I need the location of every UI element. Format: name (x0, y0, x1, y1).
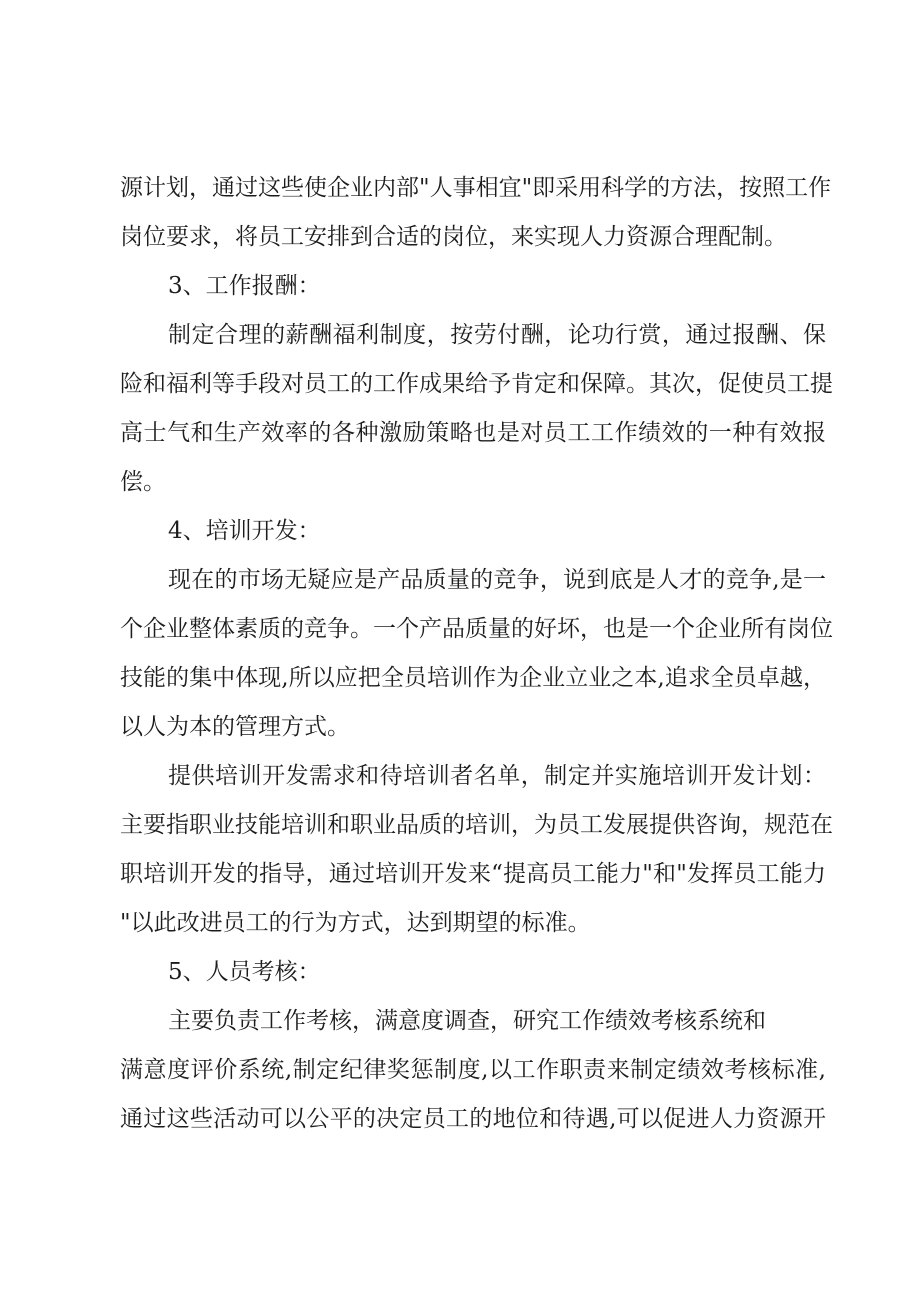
paragraph-line: 源计划，通过这些使企业内部"人事相宜"即采用科学的方法，按照工作 (120, 175, 832, 201)
paragraph-line: 通过这些活动可以公平的决定员工的地位和待遇,可以促进人力资源开 (120, 1106, 826, 1132)
paragraph-line: 现在的市场无疑应是产品质量的竞争，说到底是人才的竞争,是一 (168, 567, 826, 593)
paragraph-line: 主要负责工作考核，满意度调查，研究工作绩效考核系统和 (168, 1008, 766, 1034)
paragraph-line: 职培训开发的指导，通过培训开发来“提高员工能力"和"发挥员工能力 (120, 861, 826, 887)
section-heading: 4、培训开发： (168, 518, 321, 544)
section-heading: 3、工作报酬： (168, 273, 321, 299)
paragraph-line: 个企业整体素质的竞争。一个产品质量的好坏，也是一个企业所有岗位 (120, 616, 833, 642)
paragraph-line: 偿。 (120, 469, 166, 495)
paragraph-line: 岗位要求，将员工安排到合适的岗位，来实现人力资源合理配制。 (120, 224, 787, 250)
paragraph-line: 主要指职业技能培训和职业品质的培训，为员工发展提供咨询，规范在 (120, 812, 833, 838)
paragraph-line: 以人为本的管理方式。 (120, 714, 350, 740)
paragraph-line: 高士气和生产效率的各种激励策略也是对员工工作绩效的一种有效报 (120, 420, 826, 446)
paragraph-line: 制定合理的薪酬福利制度，按劳付酬，论功行赏，通过报酬、保 (168, 322, 826, 348)
paragraph-line: 提供培训开发需求和待培训者名单，制定并实施培训开发计划： (168, 763, 826, 789)
paragraph-line: 技能的集中体现,所以应把全员培训作为企业立业之本,追求全员卓越， (120, 665, 826, 691)
paragraph-line: 满意度评价系统,制定纪律奖惩制度,以工作职责来制定绩效考核标准, (120, 1057, 826, 1083)
paragraph-line: "以此改进员工的行为方式，达到期望的标准。 (120, 910, 591, 936)
section-heading: 5、人员考核： (168, 959, 321, 985)
paragraph-line: 险和福利等手段对员工的工作成果给予肯定和保障。其次，促使员工提 (120, 371, 833, 397)
